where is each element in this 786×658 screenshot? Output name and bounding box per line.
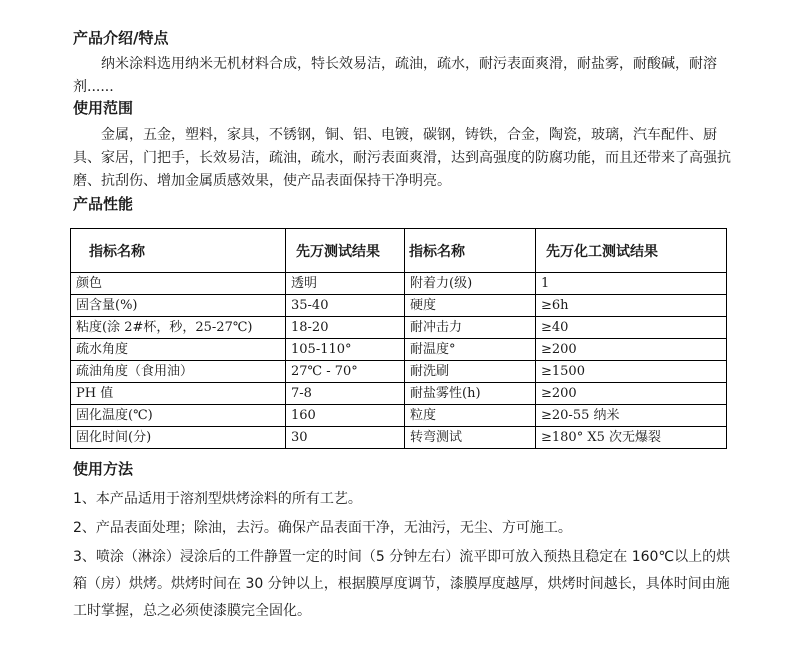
usage-step: 2、产品表面处理；除油，去污。确保产品表面干净，无油污，无尘、方可施工。 bbox=[73, 520, 572, 536]
table-cell: ≥20-55 纳米 bbox=[536, 405, 727, 427]
table-row bbox=[71, 361, 727, 383]
table-cell: 35-40 bbox=[286, 295, 405, 317]
table-cell: 耐冲击力 bbox=[405, 317, 536, 339]
intro-body: 纳米涂料选用纳米无机材料合成，特长效易洁，疏油，疏水，耐污表面爽滑，耐盐雾，耐酸碱，耐溶剂...... bbox=[73, 56, 717, 95]
table-cell: 粒度 bbox=[405, 405, 536, 427]
table-row bbox=[71, 295, 727, 317]
table-cell: 疏油角度（食用油） bbox=[71, 361, 286, 383]
table-cell: ≥6h bbox=[536, 295, 727, 317]
table-cell: 耐温度° bbox=[405, 339, 536, 361]
performance-table bbox=[70, 228, 727, 449]
table-row bbox=[71, 405, 727, 427]
scope-heading: 使用范围 bbox=[73, 99, 134, 117]
table-cell: PH 值 bbox=[71, 383, 286, 405]
table-cell: 硬度 bbox=[405, 295, 536, 317]
scope-body: 金属，五金，塑料，家具，不锈钢，铜、铝、电镀，碳钢，铸铁，合金，陶瓷，玻璃，汽车配件、厨具、家居，门把手，长效易洁，疏油，疏水，耐污表面爽滑，达到高强度的防腐功能，而且还带来了高强抗磨、抗刮伤、增加金属质感效果，使产品表面保持干净明亮。 bbox=[73, 127, 731, 189]
table-cell: 转弯测试 bbox=[405, 427, 536, 449]
scope-paragraph bbox=[73, 124, 733, 193]
table-cell: ≥200 bbox=[536, 339, 727, 361]
table-cell: 固化温度(℃) bbox=[71, 405, 286, 427]
table-cell: 18-20 bbox=[286, 317, 405, 339]
usage-heading: 使用方法 bbox=[73, 460, 134, 478]
header-cell: 先万化工测试结果 bbox=[536, 229, 727, 273]
table-cell: 105-110° bbox=[286, 339, 405, 361]
table-cell: 固化时间(分) bbox=[71, 427, 286, 449]
usage-steps bbox=[73, 486, 733, 627]
table-row bbox=[71, 317, 727, 339]
table-header-row bbox=[71, 229, 727, 273]
table-row bbox=[71, 383, 727, 405]
header-cell: 指标名称 bbox=[405, 229, 536, 273]
table-cell: 粘度(涂 2#杯，秒，25-27℃) bbox=[71, 317, 286, 339]
table-cell: ≥180° X5 次无爆裂 bbox=[536, 427, 727, 449]
table-cell: 7-8 bbox=[286, 383, 405, 405]
usage-step: 1、本产品适用于溶剂型烘烤涂料的所有工艺。 bbox=[73, 491, 362, 507]
performance-heading: 产品性能 bbox=[73, 195, 134, 213]
table-cell: 颜色 bbox=[71, 273, 286, 295]
intro-paragraph bbox=[73, 53, 733, 99]
table-cell: 27℃ - 70° bbox=[286, 361, 405, 383]
table-row bbox=[71, 273, 727, 295]
table-cell: 耐盐雾性(h) bbox=[405, 383, 536, 405]
table-cell: 耐洗刷 bbox=[405, 361, 536, 383]
table-cell: ≥40 bbox=[536, 317, 727, 339]
table-cell: 1 bbox=[536, 273, 727, 295]
table-cell: 160 bbox=[286, 405, 405, 427]
intro-heading: 产品介绍/特点 bbox=[73, 29, 169, 47]
table-cell: 30 bbox=[286, 427, 405, 449]
header-cell: 先万测试结果 bbox=[286, 229, 405, 273]
table-cell: 透明 bbox=[286, 273, 405, 295]
table-cell: 疏水角度 bbox=[71, 339, 286, 361]
table-cell: 附着力(级) bbox=[405, 273, 536, 295]
table-row bbox=[71, 339, 727, 361]
table-row bbox=[71, 427, 727, 449]
table-cell: 固含量(%) bbox=[71, 295, 286, 317]
usage-step: 3、喷涂（淋涂）浸涂后的工件静置一定的时间（5 分钟左右）流平即可放入预热且稳定在 160℃以上的烘箱（房）烘烤。烘烤时间在 30 分钟以上，根据膜厚度调节，漆膜厚度越厚，烘烤时间越长，具体时间由施工时掌握，总之必须使漆膜完全固化。 bbox=[73, 549, 731, 619]
header-cell: 指标名称 bbox=[71, 229, 286, 273]
table-cell: ≥1500 bbox=[536, 361, 727, 383]
table-cell: ≥200 bbox=[536, 383, 727, 405]
